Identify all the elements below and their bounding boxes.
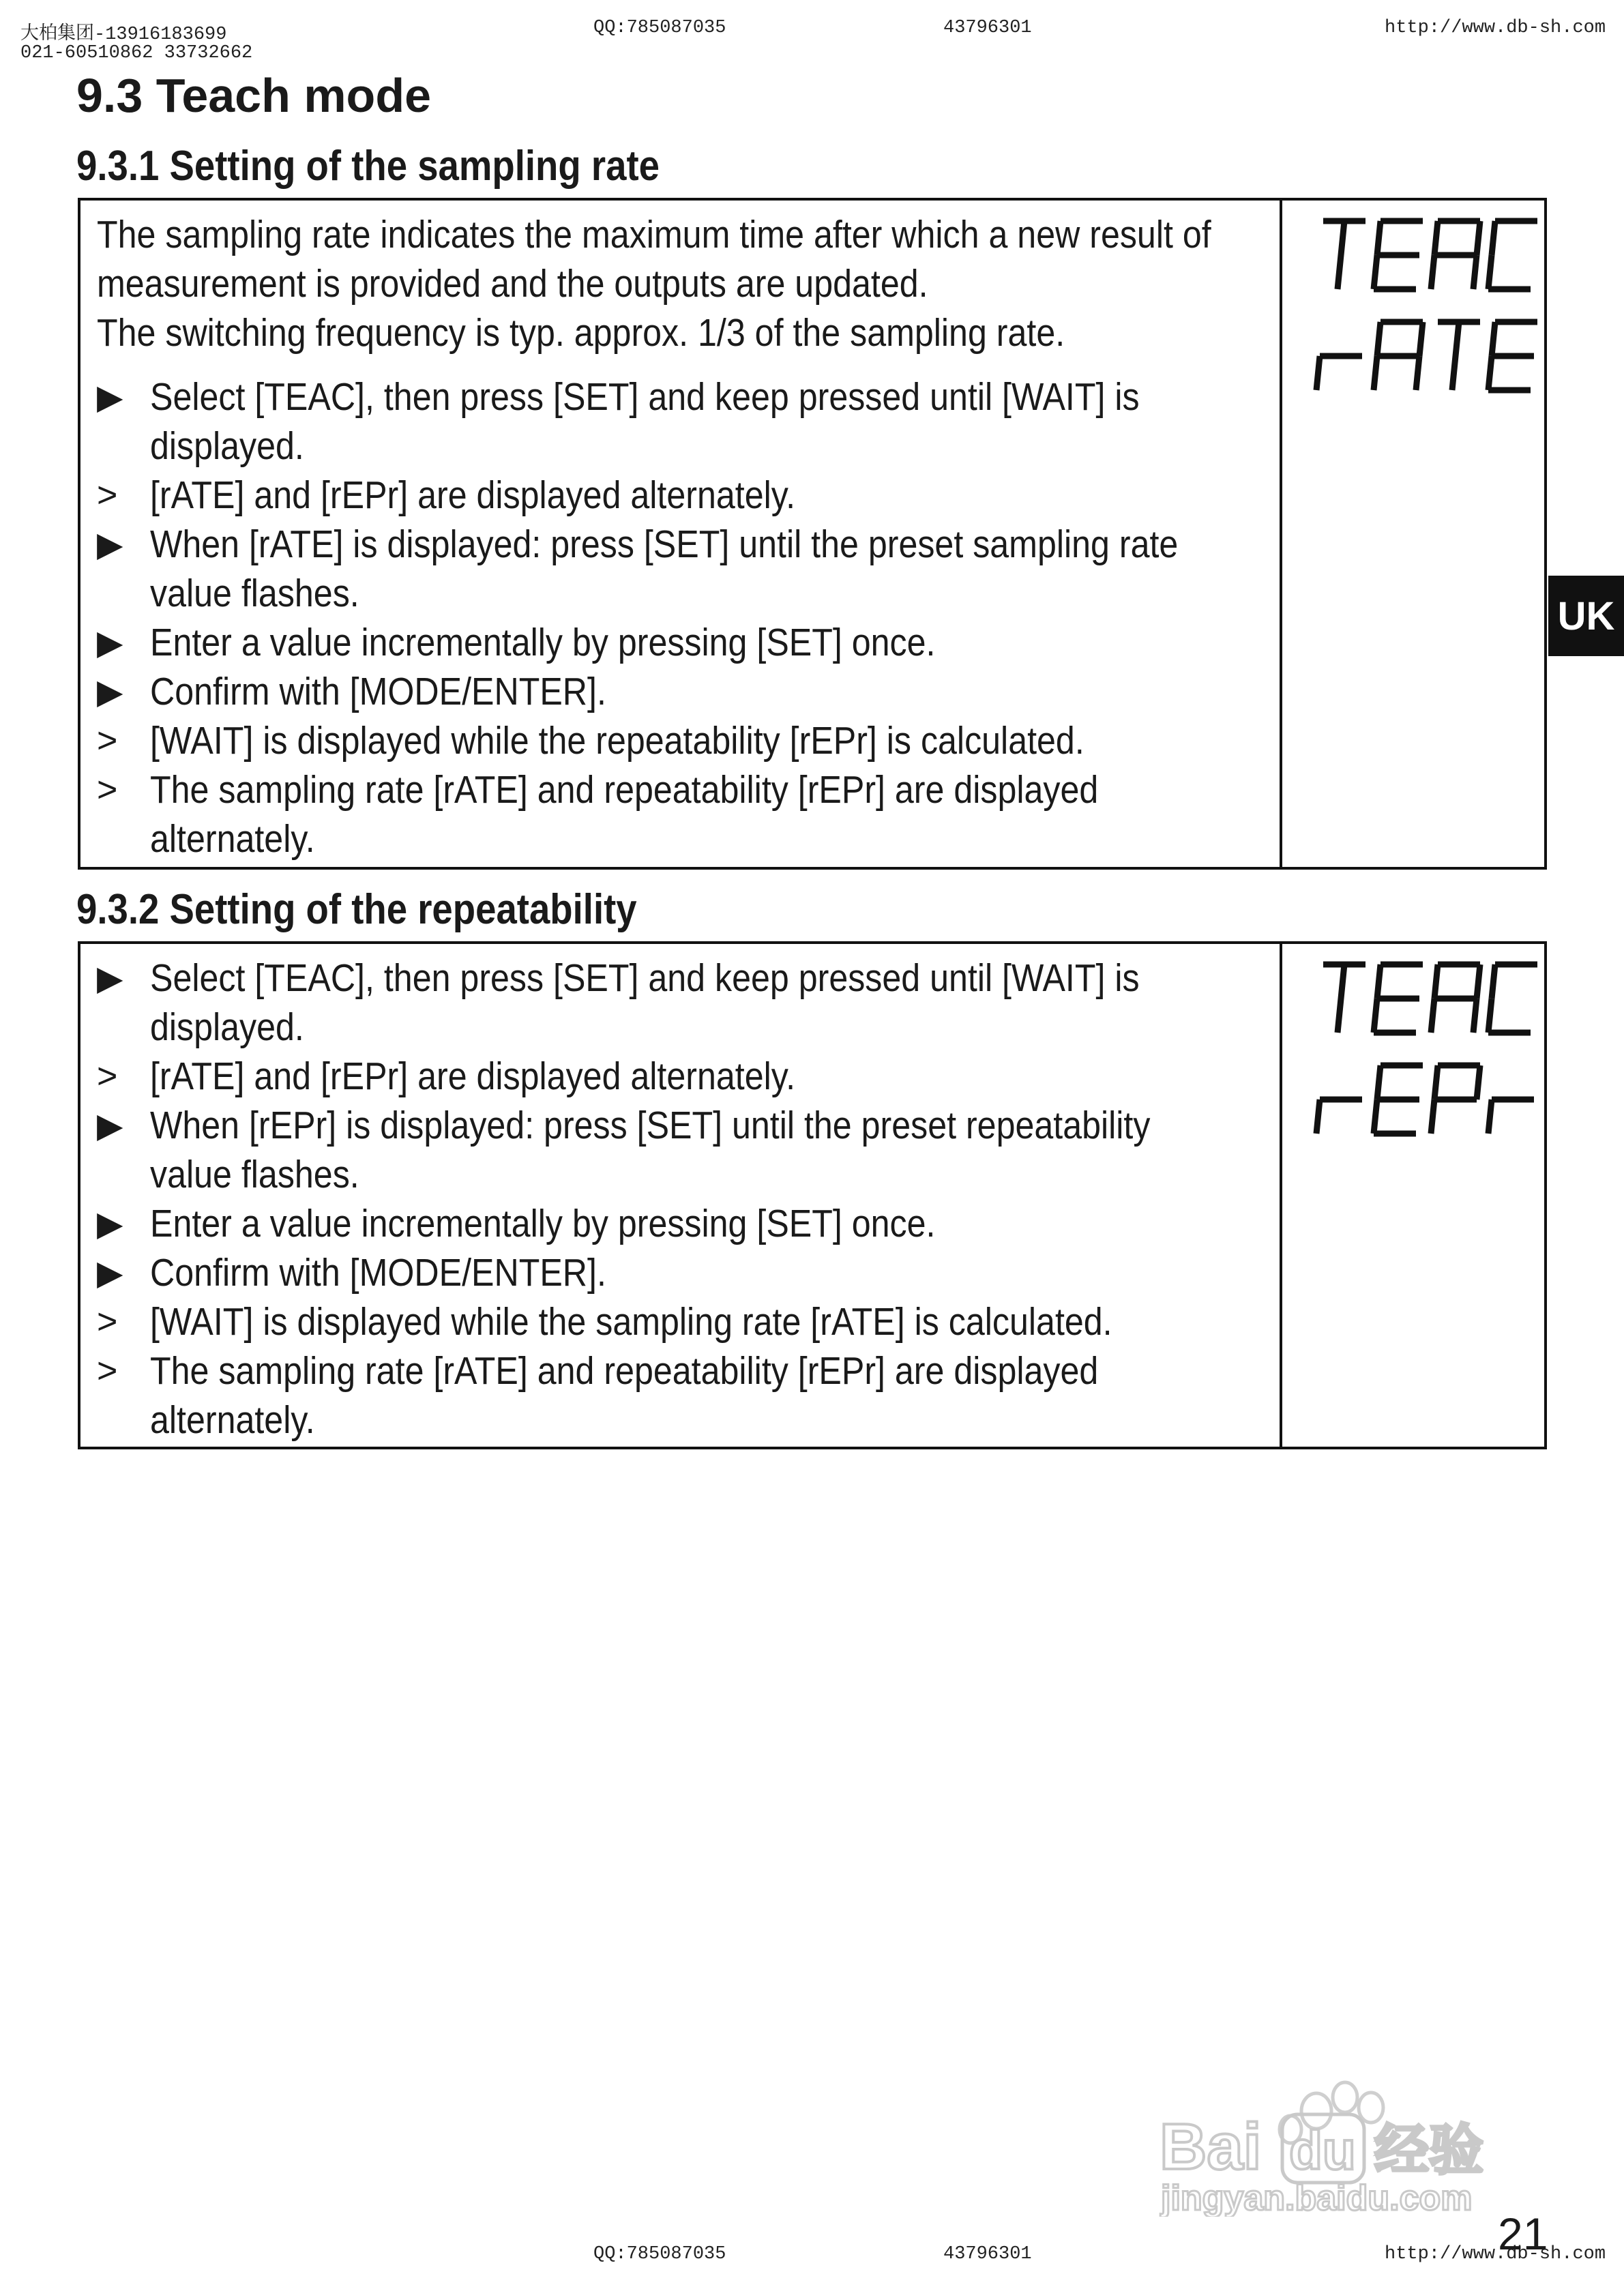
- result-item: [97, 471, 1280, 520]
- step-text-line: value flashes.: [150, 1153, 359, 1196]
- page-number: 21: [1498, 2209, 1548, 2259]
- result-marker: >: [97, 721, 118, 760]
- lcd-word-repr: [1310, 1059, 1555, 1144]
- intro-line: The sampling rate indicates the maximum time after which a new result of: [97, 213, 1211, 256]
- header-company: 大柏集团-13916183699: [20, 25, 227, 45]
- instruction-text: [80, 944, 1282, 1447]
- action-marker: ▶: [97, 959, 123, 997]
- step-text-line: When [rEPr] is displayed: press [SET] until the preset repeatability: [150, 1104, 1151, 1147]
- result-marker: >: [97, 475, 118, 515]
- step-text-line: Enter a value incrementally by pressing [SET] once.: [150, 621, 936, 664]
- result-item: [97, 1052, 1280, 1101]
- action-marker: ▶: [97, 1205, 123, 1243]
- result-marker: >: [97, 1302, 118, 1342]
- action-marker: ▶: [97, 378, 123, 416]
- header-qq: QQ:785087035: [593, 18, 726, 38]
- result-item: [97, 716, 1280, 765]
- result-item: [97, 1346, 1280, 1445]
- language-tab-label: UK: [1557, 593, 1615, 638]
- step-text-line: [rATE] and [rEPr] are displayed alternately.: [150, 473, 796, 517]
- section-title: 9.3 Teach mode: [76, 69, 432, 122]
- action-step: [97, 1199, 1280, 1248]
- step-text-line: displayed.: [150, 424, 304, 468]
- step-text-line: Select [TEAC], then press [SET] and keep pressed until [WAIT] is: [150, 956, 1140, 1000]
- watermark-url: jingyan.baidu.com: [1161, 2179, 1473, 2217]
- header-url: http://www.db-sh.com: [1385, 18, 1606, 38]
- action-step: [97, 954, 1280, 1052]
- svg-text:经验: 经验: [1374, 2118, 1483, 2182]
- step-text-line: alternately.: [150, 817, 315, 861]
- footer-number: 43796301: [943, 2244, 1032, 2264]
- step-text-line: displayed.: [150, 1005, 304, 1049]
- action-step: [97, 372, 1280, 471]
- steps-list: [97, 954, 1280, 1445]
- step-text-line: Confirm with [MODE/ENTER].: [150, 1251, 606, 1295]
- result-item: [97, 1297, 1280, 1346]
- action-marker: ▶: [97, 623, 123, 662]
- lcd-display: [1282, 201, 1544, 867]
- result-item: [97, 765, 1280, 863]
- footer-qq: QQ:785087035: [593, 2244, 726, 2264]
- header-number: 43796301: [943, 18, 1032, 38]
- step-text-line: When [rATE] is displayed: press [SET] until the preset sampling rate: [150, 522, 1179, 566]
- step-text-line: [WAIT] is displayed while the sampling rate [rATE] is calculated.: [150, 1300, 1112, 1344]
- subsection-title-repeatability: 9.3.2 Setting of the repeatability: [76, 886, 637, 933]
- step-text-line: Enter a value incrementally by pressing [SET] once.: [150, 1202, 936, 1245]
- svg-text:Bai: Bai: [1160, 2110, 1262, 2183]
- step-text-line: The sampling rate [rATE] and repeatability [rEPr] are displayed: [150, 768, 1099, 812]
- instruction-text: [80, 201, 1282, 867]
- footer-url: http://www.db-sh.com: [1385, 2244, 1606, 2264]
- action-step: [97, 1101, 1280, 1199]
- step-text-line: value flashes.: [150, 572, 359, 615]
- lcd-word-teac: [1310, 214, 1555, 299]
- action-step: [97, 520, 1280, 618]
- baidu-jingyan-watermark: [1146, 2046, 1528, 2217]
- result-marker: >: [97, 1351, 118, 1391]
- action-marker: ▶: [97, 1254, 123, 1292]
- action-step: [97, 667, 1280, 716]
- lcd-word-teac: [1310, 958, 1555, 1043]
- intro-line: The switching frequency is typ. approx. 1/3 of the sampling rate.: [97, 311, 1065, 355]
- result-marker: >: [97, 1057, 118, 1096]
- lcd-display: [1282, 944, 1544, 1447]
- step-text-line: [rATE] and [rEPr] are displayed alternately.: [150, 1054, 796, 1098]
- instruction-box-sampling-rate: [78, 198, 1547, 870]
- step-text-line: Select [TEAC], then press [SET] and keep pressed until [WAIT] is: [150, 375, 1140, 419]
- language-tab-uk: [1548, 576, 1624, 656]
- header-phone: 021-60510862 33732662: [20, 43, 253, 63]
- step-text-line: Confirm with [MODE/ENTER].: [150, 670, 606, 713]
- result-marker: >: [97, 770, 118, 810]
- action-step: [97, 1248, 1280, 1297]
- lcd-word-rate: [1310, 315, 1555, 400]
- step-text-line: The sampling rate [rATE] and repeatability [rEPr] are displayed: [150, 1349, 1099, 1393]
- intro-line: measurement is provided and the outputs are updated.: [97, 262, 928, 306]
- action-marker: ▶: [97, 525, 123, 563]
- svg-text:du: du: [1289, 2120, 1356, 2181]
- instruction-box-repeatability: [78, 941, 1547, 1449]
- action-marker: ▶: [97, 1106, 123, 1144]
- step-text-line: alternately.: [150, 1398, 315, 1442]
- step-text-line: [WAIT] is displayed while the repeatability [rEPr] is calculated.: [150, 719, 1084, 763]
- steps-list: [97, 372, 1280, 863]
- action-marker: ▶: [97, 673, 123, 711]
- action-step: [97, 618, 1280, 667]
- subsection-title-sampling-rate: 9.3.1 Setting of the sampling rate: [76, 143, 660, 190]
